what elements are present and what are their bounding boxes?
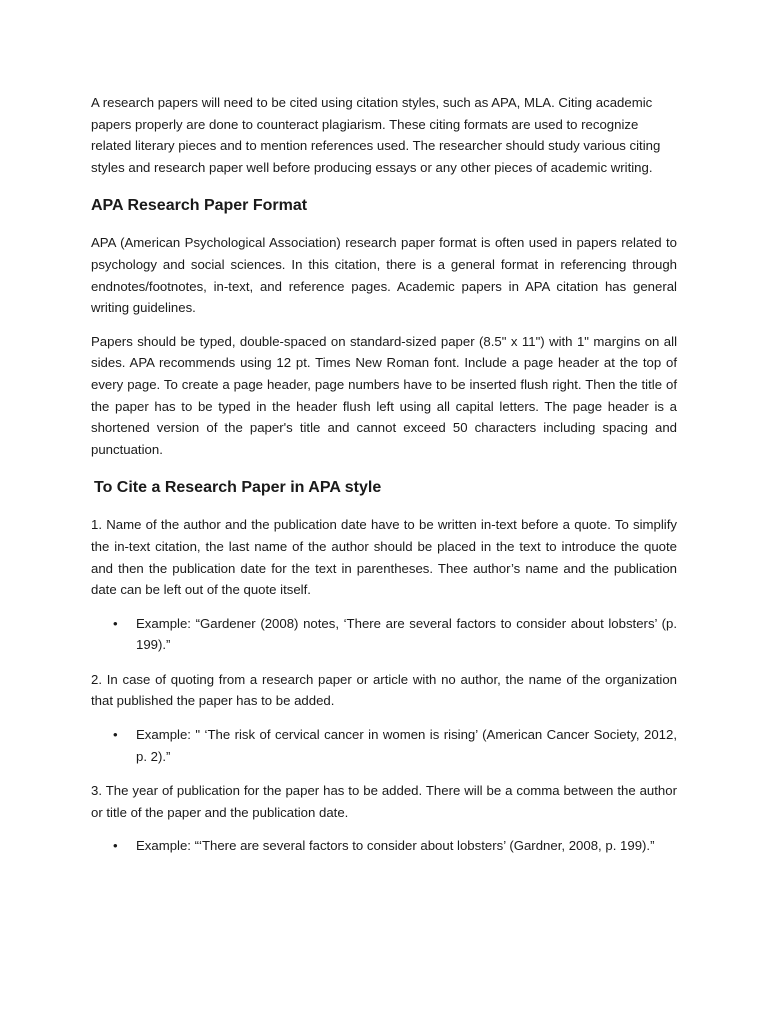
paragraph-apa-overview: APA (American Psychological Association) research paper format is often used in papers related to psychology and social sciences. In this citation, there is a general format in referencing through endnotes/footnotes, in-text, and reference pages. Academic papers in APA citation has general writing guidelines. bbox=[91, 235, 677, 316]
heading-apa-format: APA Research Paper Format bbox=[91, 197, 308, 215]
bullet-example-2 bbox=[91, 724, 677, 767]
heading-cite-apa: To Cite a Research Paper in APA style bbox=[94, 479, 382, 497]
bullet-example-1 bbox=[91, 613, 677, 656]
bullet-dot: • bbox=[113, 838, 118, 854]
bullet-example-3 bbox=[91, 835, 677, 857]
paragraph-rule-3: 3. The year of publication for the paper has to be added. There will be a comma between the author or title of the paper and the publication date. bbox=[91, 783, 677, 820]
paragraph-apa-formatting: Papers should be typed, double-spaced on standard-sized paper (8.5" x 11") with 1" margins on all sides. APA recommends using 12 pt. Times New Roman font. Include a page header at the top of every page. To create a page header, page numbers have to be inserted flush right. Then the title of the paper has to be typed in the header flush left using all capital letters. The page header is a shortened version of the paper's title and cannot exceed 50 characters including spacing and punctuation. bbox=[91, 333, 677, 457]
bullet-example-text: Example: “Gardener (2008) notes, ‘There are several factors to consider about lobsters’ (p. 199).” bbox=[136, 615, 677, 653]
intro-paragraph: A research papers will need to be cited using citation styles, such as APA, MLA. Citing academic papers properly are done to counteract plagiarism. These citing formats are used to recognize related literary pieces and to mention references used. The researcher should study various citing styles and research paper well before producing essays or any other pieces of academic writing. bbox=[91, 95, 661, 175]
bullet-dot: • bbox=[113, 727, 118, 743]
bullet-example-text: Example: “‘There are several factors to consider about lobsters’ (Gardner, 2008, p. 199).” bbox=[136, 838, 655, 854]
bullet-dot: • bbox=[113, 615, 118, 631]
paragraph-rule-1: 1. Name of the author and the publication date have to be written in-text before a quote. To simplify the in-text citation, the last name of the author should be placed in the text to introduce the quote and then the publication date for the text in parentheses. Thee author’s name and the publication date can be left out of the quote itself. bbox=[91, 517, 677, 598]
paragraph-rule-2: 2. In case of quoting from a research paper or article with no author, the name of the organization that published the paper has to be added. bbox=[91, 671, 677, 709]
bullet-example-text: Example: " ‘The risk of cervical cancer in women is rising’ (American Cancer Society, 2012, p. 2).” bbox=[136, 727, 677, 764]
document-body bbox=[91, 92, 677, 870]
